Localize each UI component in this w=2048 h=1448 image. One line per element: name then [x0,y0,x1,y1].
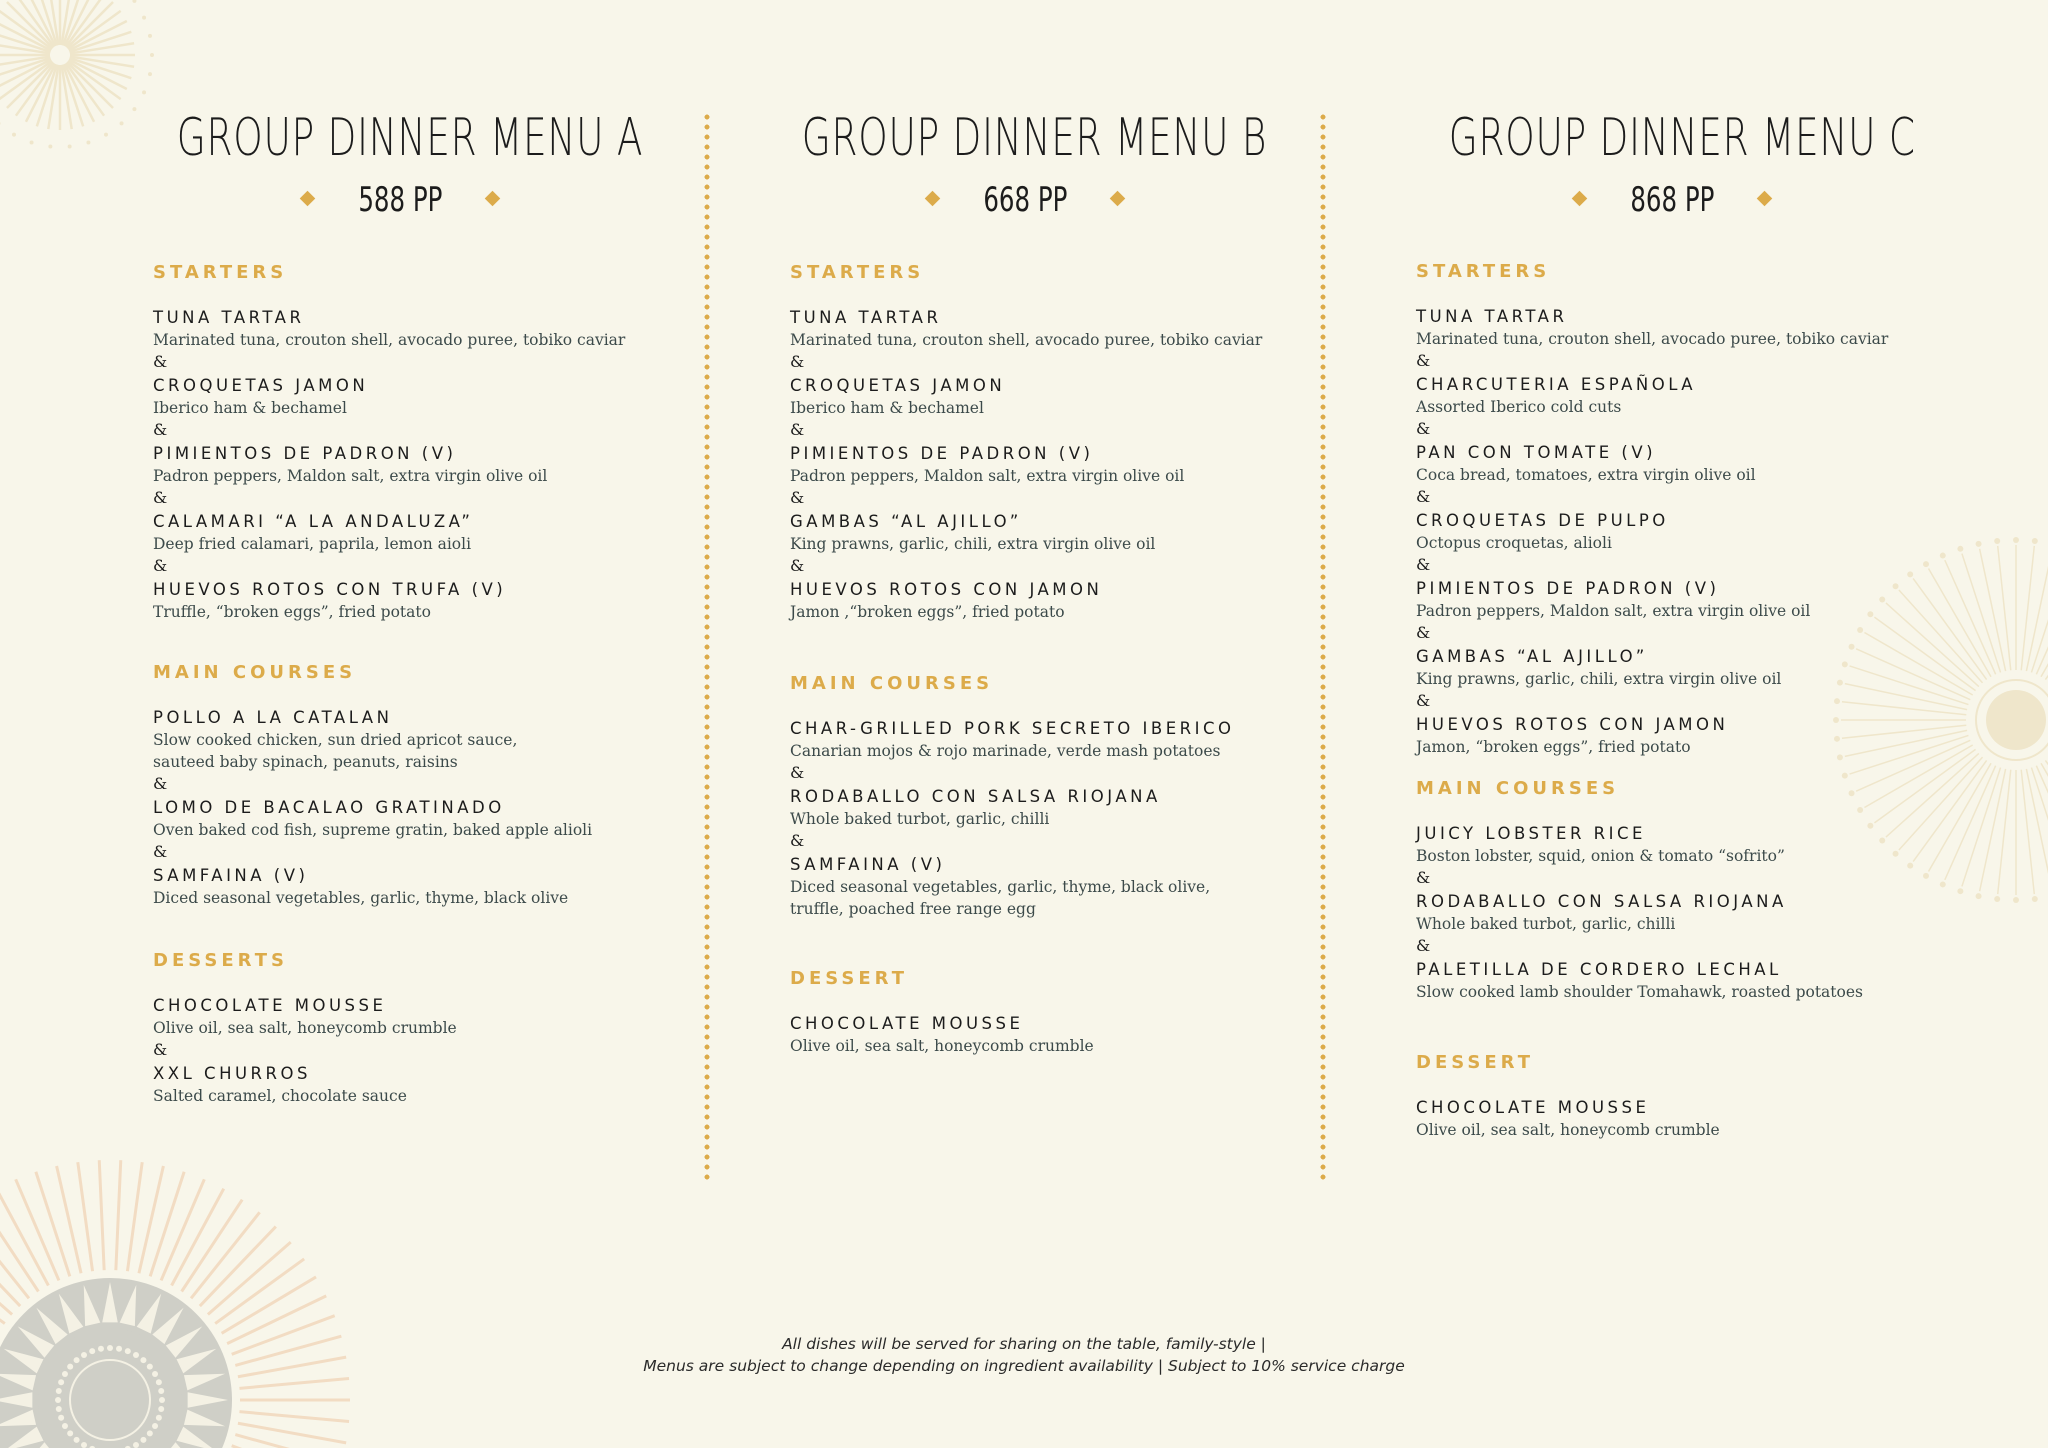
ampersand-separator: & [153,352,168,371]
sunburst-top-left-decoration [0,0,170,170]
dish-name: TUNA TARTAR [790,308,942,327]
diamond-icon [300,191,316,207]
sunburst-right-decoration [1790,520,2048,920]
dish-description: Olive oil, sea salt, honeycomb crumble [153,1019,457,1037]
menu-title: GROUP DINNER MENU C [1448,108,1916,168]
price-label: 668 PP [982,180,1068,220]
section-title: STARTERS [153,262,288,283]
section-title: MAIN COURSES [790,673,994,694]
dish-description: Octopus croquetas, alioli [1416,534,1612,552]
dish-description: sauteed baby spinach, peanuts, raisins [153,753,458,771]
dish-description: Iberico ham & bechamel [790,399,984,417]
diamond-icon [1757,191,1773,207]
dish-name: GAMBAS “AL AJILLO” [790,512,1022,531]
dish-name: CHOCOLATE MOUSSE [153,996,387,1015]
dish-description: Slow cooked chicken, sun dried apricot sauce, [153,731,518,749]
footer-note-line-1: All dishes will be served for sharing on the table, family-style | [782,1335,1266,1353]
dish-name: TUNA TARTAR [153,308,305,327]
section-title: MAIN COURSES [1416,778,1620,799]
ampersand-separator: & [1416,623,1431,642]
dish-name: XXL CHURROS [153,1064,311,1083]
ampersand-separator: & [1416,487,1431,506]
dish-name: PAN CON TOMATE (V) [1416,443,1657,462]
section-title: MAIN COURSES [153,662,357,683]
dish-description: Oven baked cod fish, supreme gratin, baked apple alioli [153,821,593,839]
dotted-divider [1320,112,1326,1180]
section-title: DESSERT [1416,1052,1534,1073]
ampersand-separator: & [153,1040,168,1059]
ampersand-separator: & [1416,419,1431,438]
ampersand-separator: & [790,831,805,850]
dish-description: Assorted Iberico cold cuts [1416,398,1622,416]
dish-name: TUNA TARTAR [1416,307,1568,326]
dish-name: SAMFAINA (V) [790,855,946,874]
dish-description: Whole baked turbot, garlic, chilli [1416,915,1676,933]
section-title: STARTERS [790,262,925,283]
ampersand-separator: & [153,488,168,507]
dish-description: Jamon, “broken eggs”, fried potato [1416,738,1691,756]
dish-description: Diced seasonal vegetables, garlic, thyme, black olive [153,889,569,907]
ampersand-separator: & [790,488,805,507]
dish-name: POLLO A LA CATALAN [153,708,393,727]
ampersand-separator: & [153,556,168,575]
dish-name: RODABALLO CON SALSA RIOJANA [790,787,1161,806]
dish-name: CALAMARI “A LA ANDALUZA” [153,512,474,531]
dish-name: CROQUETAS DE PULPO [1416,511,1669,530]
dish-description: Olive oil, sea salt, honeycomb crumble [1416,1121,1720,1139]
section-title: STARTERS [1416,261,1551,282]
dish-name: PIMIENTOS DE PADRON (V) [1416,579,1720,598]
dish-description: Padron peppers, Maldon salt, extra virgin olive oil [1416,602,1811,620]
dish-description: Jamon ,“broken eggs”, fried potato [790,603,1065,621]
ampersand-separator: & [790,420,805,439]
dish-name: CHARCUTERIA ESPAÑOLA [1416,375,1697,394]
menu-price [1362,180,1982,220]
dish-name: RODABALLO CON SALSA RIOJANA [1416,892,1787,911]
dish-name: HUEVOS ROTOS CON TRUFA (V) [153,580,507,599]
dish-name: PALETILLA DE CORDERO LECHAL [1416,960,1782,979]
diamond-icon [925,191,941,207]
ampersand-separator: & [153,774,168,793]
dish-name: PIMIENTOS DE PADRON (V) [790,444,1094,463]
ampersand-separator: & [1416,351,1431,370]
dish-description: truffle, poached free range egg [790,900,1036,918]
dish-name: CHAR-GRILLED PORK SECRETO IBERICO [790,719,1235,738]
dish-description: Slow cooked lamb shoulder Tomahawk, roasted potatoes [1416,983,1863,1001]
dish-description: King prawns, garlic, chili, extra virgin olive oil [790,535,1156,553]
mandala-bottom-left-decoration [0,1160,360,1448]
dish-name: PIMIENTOS DE PADRON (V) [153,444,457,463]
dish-name: HUEVOS ROTOS CON JAMON [790,580,1103,599]
dish-description: Marinated tuna, crouton shell, avocado puree, tobiko caviar [1416,330,1889,348]
dish-description: Truffle, “broken eggs”, fried potato [153,603,431,621]
dish-name: CHOCOLATE MOUSSE [790,1014,1024,1033]
dish-description: Whole baked turbot, garlic, chilli [790,810,1050,828]
dish-name: CHOCOLATE MOUSSE [1416,1098,1650,1117]
section-title: DESSERT [790,968,908,989]
menu-price [715,180,1335,220]
dish-description: Canarian mojos & rojo marinade, verde mash potatoes [790,742,1221,760]
dish-description: Padron peppers, Maldon salt, extra virgin olive oil [790,467,1185,485]
dish-name: CROQUETAS JAMON [153,376,369,395]
dish-name: GAMBAS “AL AJILLO” [1416,647,1648,666]
price-label: 588 PP [357,180,443,220]
dish-name: SAMFAINA (V) [153,866,309,885]
ampersand-separator: & [790,763,805,782]
ampersand-separator: & [1416,936,1431,955]
ampersand-separator: & [790,352,805,371]
menu-title: GROUP DINNER MENU B [801,108,1268,168]
ampersand-separator: & [153,842,168,861]
ampersand-separator: & [153,420,168,439]
diamond-icon [1572,191,1588,207]
dish-description: Padron peppers, Maldon salt, extra virgin olive oil [153,467,548,485]
section-title: DESSERTS [153,950,288,971]
menu-title: GROUP DINNER MENU A [176,108,644,168]
price-label: 868 PP [1629,180,1715,220]
dish-name: JUICY LOBSTER RICE [1416,824,1646,843]
dish-description: Boston lobster, squid, onion & tomato “sofrito” [1416,847,1785,865]
ampersand-separator: & [1416,691,1431,710]
ampersand-separator: & [1416,555,1431,574]
dish-description: Diced seasonal vegetables, garlic, thyme, black olive, [790,878,1211,896]
dish-description: Olive oil, sea salt, honeycomb crumble [790,1037,1094,1055]
dish-description: Salted caramel, chocolate sauce [153,1087,407,1105]
dish-description: Marinated tuna, crouton shell, avocado puree, tobiko caviar [790,331,1263,349]
ampersand-separator: & [1416,868,1431,887]
menu-price [90,180,710,220]
footer-note-line-2: Menus are subject to change depending on ingredient availability | Subject to 10% service charge [643,1357,1405,1375]
dish-description: Deep fried calamari, paprila, lemon aioli [153,535,472,553]
dotted-divider [704,112,710,1180]
dish-name: LOMO DE BACALAO GRATINADO [153,798,505,817]
diamond-icon [1110,191,1126,207]
dish-description: Coca bread, tomatoes, extra virgin olive oil [1416,466,1756,484]
dish-description: King prawns, garlic, chili, extra virgin olive oil [1416,670,1782,688]
diamond-icon [485,191,501,207]
dish-name: HUEVOS ROTOS CON JAMON [1416,715,1729,734]
dish-description: Iberico ham & bechamel [153,399,347,417]
dish-name: CROQUETAS JAMON [790,376,1006,395]
dish-description: Marinated tuna, crouton shell, avocado puree, tobiko caviar [153,331,626,349]
ampersand-separator: & [790,556,805,575]
